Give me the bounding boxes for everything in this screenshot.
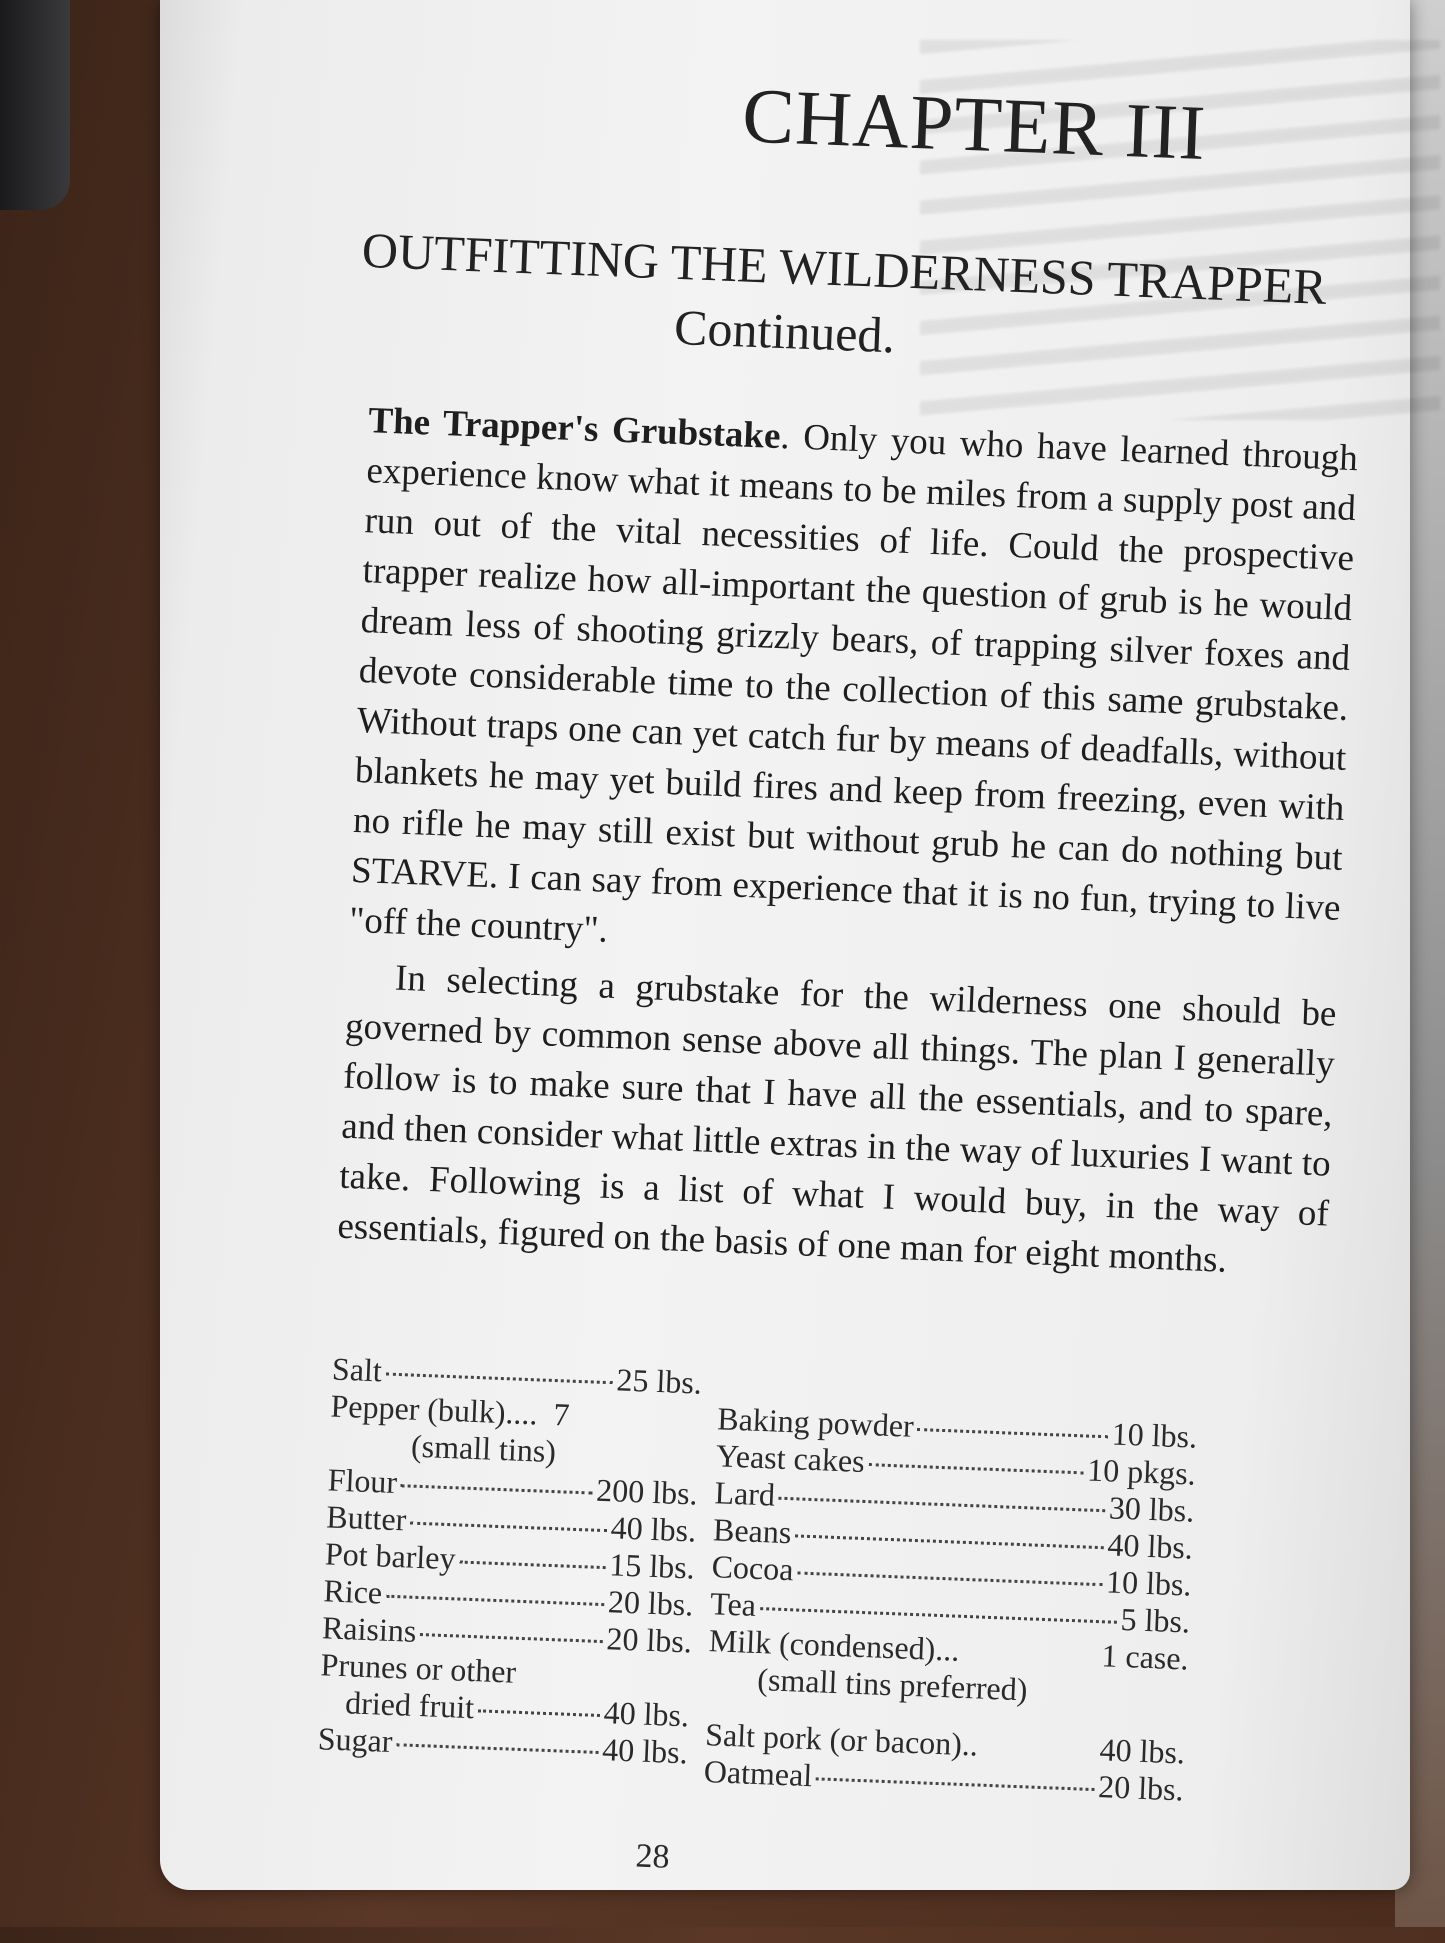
item-note: (small tins) <box>410 1427 557 1470</box>
item-note: (small tins preferred) <box>756 1661 1029 1708</box>
item-quantity: 40 lbs. <box>601 1731 689 1771</box>
item-name: Lard <box>713 1474 776 1513</box>
paragraph-1 <box>348 396 1358 984</box>
item-name: dried fruit <box>344 1684 475 1726</box>
dot-leader <box>386 1595 604 1606</box>
item-quantity: 5 lbs. <box>1120 1600 1191 1640</box>
item-quantity: 1 case. <box>1100 1637 1190 1677</box>
item-name: Cocoa <box>711 1548 795 1588</box>
item-quantity: 7 <box>552 1396 571 1433</box>
item-name: Pepper (bulk).... <box>329 1387 539 1432</box>
dot-leader <box>478 1709 600 1717</box>
section-title: OUTFITTING THE WILDERNESS TRAPPER <box>360 221 1328 315</box>
dot-leader <box>795 1534 1103 1549</box>
item-name: Prunes or other <box>320 1646 517 1690</box>
dot-leader <box>816 1777 1094 1791</box>
grubstake-list-left <box>317 1350 702 1771</box>
item-quantity: 20 lbs. <box>1097 1768 1185 1808</box>
item-name: Sugar <box>317 1720 394 1760</box>
item-quantity: 10 lbs. <box>1105 1563 1193 1603</box>
item-quantity: 10 lbs. <box>1111 1415 1198 1455</box>
dot-leader <box>779 1497 1105 1513</box>
item-quantity: 20 lbs. <box>605 1620 693 1660</box>
item-name: Flour <box>327 1461 398 1501</box>
item-name: Baking powder <box>716 1400 915 1444</box>
dot-leader <box>868 1463 1083 1474</box>
item-name: Milk (condensed)... <box>708 1622 961 1668</box>
dot-leader <box>396 1743 598 1754</box>
paragraph-2: In selecting a grubstake for the wilderness one should be governed by common sense above all things. The plan I generally follow is to make sure that I have all the essentials, and to spare, and then consider what little extras in the way of luxuries I want to take. Following is a list of what I would buy, in the way of essentials, figured on the basis of one man for eight months. <box>336 957 1338 1281</box>
item-quantity: 20 lbs. <box>607 1583 694 1623</box>
dot-leader <box>760 1607 1117 1624</box>
dot-leader <box>459 1561 605 1570</box>
item-name: Beans <box>712 1511 793 1551</box>
dot-leader <box>963 1655 1097 1660</box>
dot-leader <box>797 1571 1102 1586</box>
page-number: 28 <box>634 1837 671 1876</box>
dot-leader <box>918 1428 1108 1438</box>
item-name: Raisins <box>321 1609 418 1649</box>
chapter-title: CHAPTER III <box>740 71 1208 177</box>
item-quantity: 40 lbs. <box>1099 1731 1186 1771</box>
dark-object-corner <box>0 0 70 210</box>
body-text <box>337 396 1359 1289</box>
item-quantity: 200 lbs. <box>595 1471 699 1512</box>
item-name: Tea <box>709 1585 757 1623</box>
item-quantity: 15 lbs. <box>608 1546 696 1586</box>
section-subtitle: Continued. <box>673 298 897 364</box>
dot-leader <box>410 1522 607 1533</box>
item-quantity: 40 lbs. <box>1106 1526 1194 1566</box>
paragraph-heading: The Trapper's Grubstake <box>367 400 782 457</box>
item-quantity: 30 lbs. <box>1108 1489 1195 1529</box>
paragraph-1-text: . Only you who have learned through experience know what it means to be miles from a supply post and run out of the vital necessities of life. Could the prospective trapper realize how all-important the question of grub is he would dream less of shooting grizzly bears, of trapping silver foxes and devote considerable time to the collection of this same grubstake. Without traps one can yet catch fur by means of deadfalls, without blankets he may yet build fires and keep from freezing, even with no rifle he may still exist but without grub he can do nothing but STARVE. I can say from experience that it is no fun, trying to live "off the country". <box>348 416 1359 951</box>
item-quantity: 40 lbs. <box>603 1694 690 1734</box>
item-name: Rice <box>322 1572 383 1611</box>
dot-leader <box>386 1373 613 1385</box>
item-name: Salt <box>331 1350 383 1389</box>
dot-leader <box>982 1750 1096 1754</box>
dot-leader <box>420 1633 602 1643</box>
page-content <box>144 40 1365 1943</box>
item-name: Yeast cakes <box>715 1437 866 1479</box>
item-quantity: 10 pkgs. <box>1086 1451 1197 1492</box>
item-name: Oatmeal <box>703 1753 813 1794</box>
dot-leader <box>401 1484 592 1494</box>
item-name: Salt pork (or bacon).. <box>704 1716 979 1763</box>
item-name: Pot barley <box>324 1535 457 1577</box>
grubstake-list-right <box>703 1400 1198 1808</box>
item-quantity: 25 lbs. <box>615 1361 703 1401</box>
item-quantity: 40 lbs. <box>610 1509 697 1549</box>
item-name: Butter <box>325 1498 408 1538</box>
